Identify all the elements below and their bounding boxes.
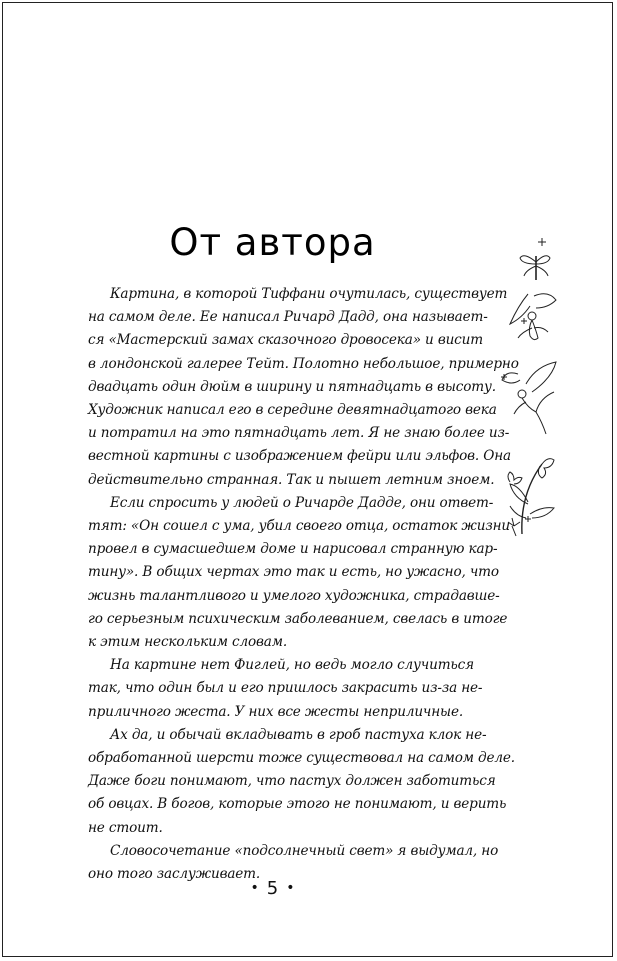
text-line: приличного жеста. У них все жесты неприличные. <box>88 703 464 720</box>
paragraph-2 <box>66 492 510 654</box>
text-line: тину». В общих чертах это так и есть, но ужасно, что <box>88 564 499 581</box>
fairy-illustration-icon <box>498 234 560 544</box>
text-line: го серьезным психическим заболеванием, свелась в итоге <box>88 610 508 627</box>
text-line: жизнь талантливого и умелого художника, страдавше- <box>88 587 500 604</box>
text-line: Если спросить у людей о Ричарде Дадде, они ответ- <box>110 494 494 511</box>
page-number <box>0 878 545 899</box>
text-line: провел в сумасшедшем доме и нарисовал странную кар- <box>88 541 498 558</box>
text-line: не стоит. <box>88 819 163 836</box>
text-line: к этим нескольким словам. <box>88 634 288 651</box>
page-number-dot: • <box>286 880 295 896</box>
text-line: Даже боги понимают, что пастух должен заботиться <box>88 773 496 790</box>
text-line: и потратил на это пятнадцать лет. Я не знаю более из- <box>88 425 510 442</box>
text-line: На картине нет Фиглей, но ведь могло случиться <box>110 657 474 674</box>
text-line: так, что один был и его пришлось закрасить из-за не- <box>88 680 483 697</box>
text-line: в лондонской галерее Тейт. Полотно небольшое, примерно <box>88 355 519 372</box>
page-number-dot: • <box>250 880 259 896</box>
text-line: тят: «Он сошел с ума, убил своего отца, остаток жизни <box>88 518 510 535</box>
text-line: двадцать один дюйм в ширину и пятнадцать в высоту. <box>88 378 496 395</box>
text-line: Словосочетание «подсолнечный свет» я выдумал, но <box>110 842 499 859</box>
text-line: Картина, в которой Тиффани очутилась, существует <box>110 286 508 302</box>
text-line: обработанной шерсти тоже существовал на самом деле. <box>88 750 515 767</box>
page-title: От автора <box>169 220 376 264</box>
text-line: вестной картины с изображением фейри или эльфов. Она <box>88 448 511 465</box>
text-line: ся «Мастерский замах сказочного дровосека» и висит <box>88 332 483 349</box>
body-text <box>66 283 519 886</box>
text-line: Художник написал его в середине девятнадцатого века <box>88 402 497 419</box>
paragraph-4 <box>66 724 515 840</box>
paragraph-3 <box>66 654 491 724</box>
text-line: на самом деле. Ее написал Ричард Дадд, она называет- <box>88 309 488 326</box>
paragraph-1 <box>66 283 519 492</box>
page-number-value: 5 <box>266 878 279 899</box>
text-line: об овцах. В богов, которые этого не понимают, и верить <box>88 796 507 813</box>
text-line: Ах да, и обычай вкладывать в гроб пастуха клок не- <box>110 726 487 743</box>
text-line: действительно странная. Так и пышет летним зноем. <box>88 471 495 488</box>
text-line: оно того заслуживает. <box>88 866 261 883</box>
